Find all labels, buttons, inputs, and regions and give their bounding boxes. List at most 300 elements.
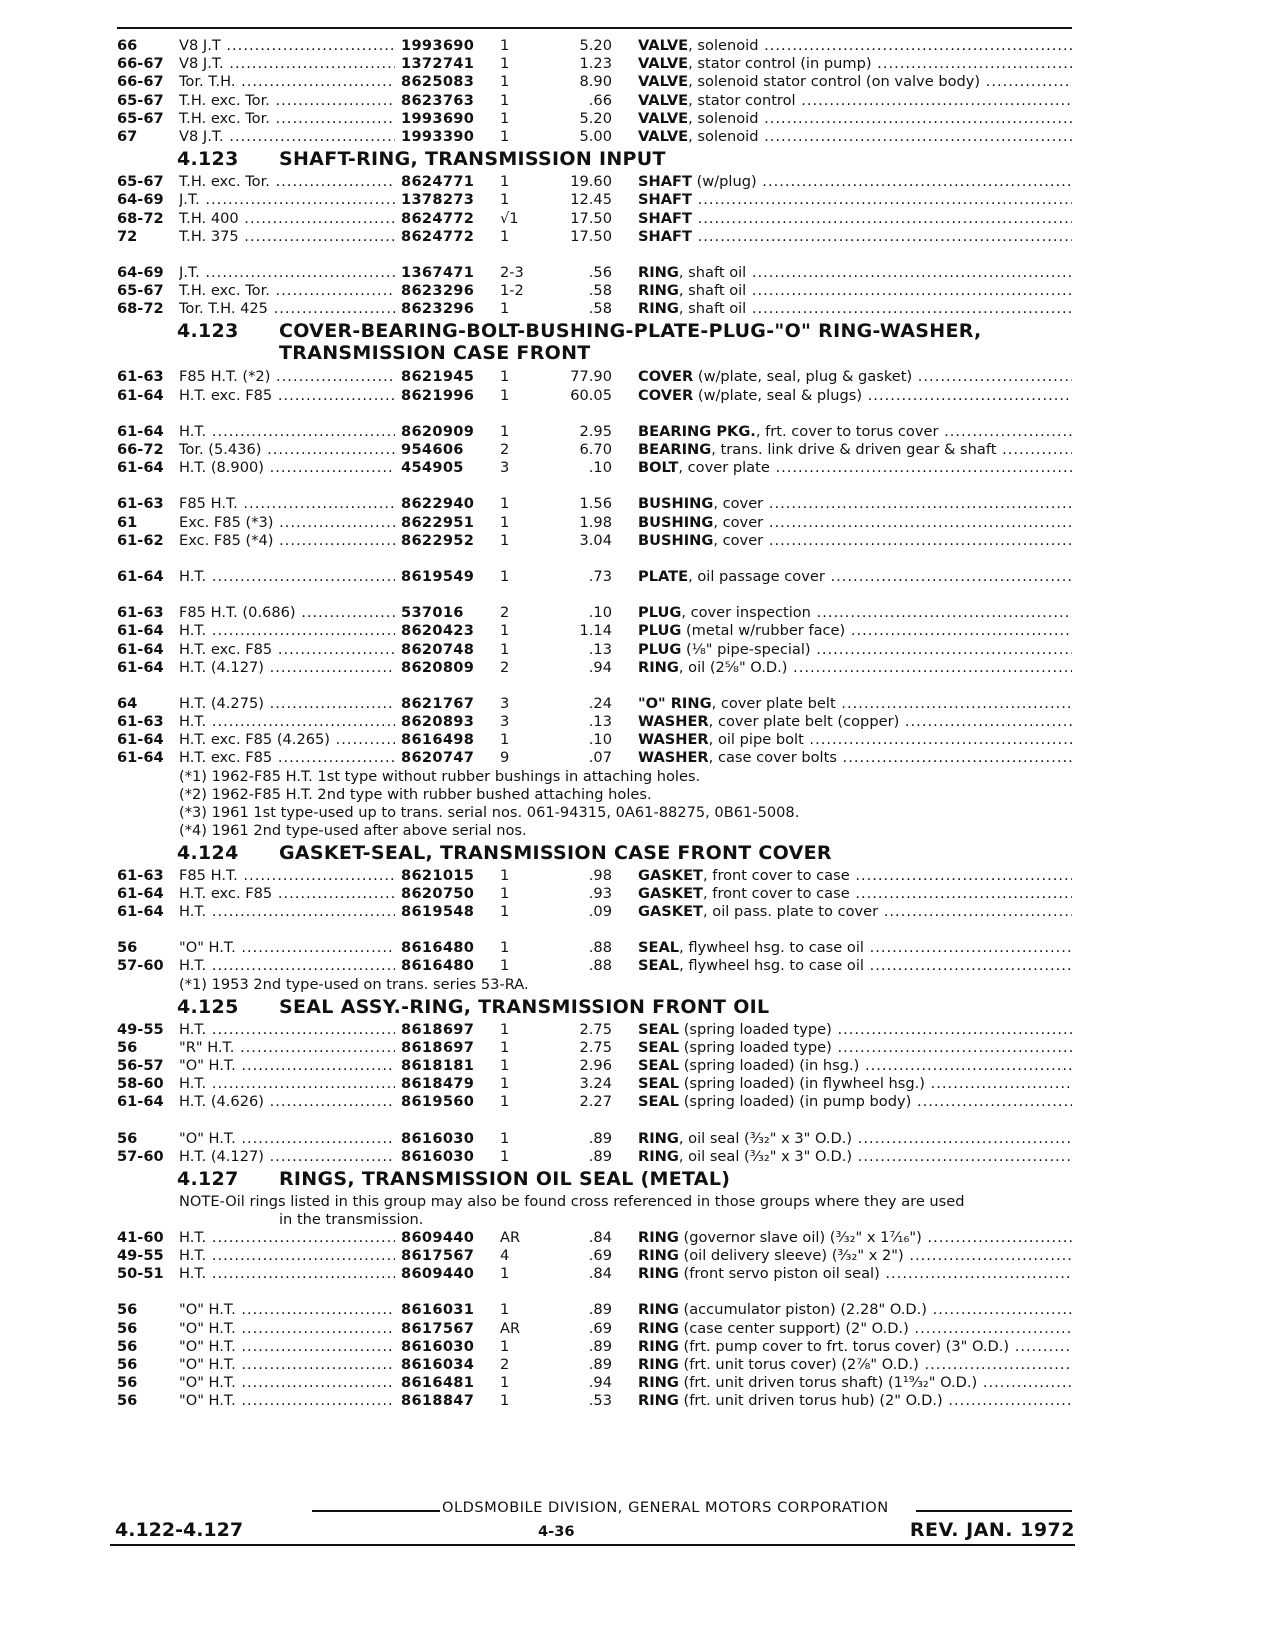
part-row — [117, 514, 1072, 532]
part-description — [638, 1374, 1072, 1392]
model-years: 61-64 — [117, 459, 164, 477]
model-years: 64 — [117, 694, 138, 712]
footnote: (*3) 1961 1st type-used up to trans. serial nos. 061-94315, 0A61-88275, 0B61-5008. — [179, 803, 800, 821]
quantity: 1 — [500, 127, 510, 145]
model-application: H.T. (4.275) ..... — [179, 695, 395, 713]
list-price: .84 — [588, 1265, 612, 1283]
group-note — [117, 1193, 1072, 1229]
quantity: 1 — [500, 622, 510, 640]
part-description — [638, 1338, 1072, 1356]
part-detail: , stator control — [688, 91, 796, 109]
quantity: √1 — [500, 209, 519, 227]
model-years: 61-64 — [117, 1093, 164, 1111]
model-years: 61-63 — [117, 866, 164, 884]
part-number: 1993390 — [401, 127, 475, 145]
part-detail: (spring loaded) (in hsg.) — [679, 1056, 860, 1074]
part-description — [638, 55, 1072, 73]
quantity: 1 — [500, 640, 510, 658]
list-price: .24 — [588, 694, 612, 712]
part-name: RING — [638, 300, 679, 318]
part-number: 8623296 — [401, 282, 475, 300]
part-row — [117, 92, 1072, 110]
part-detail: , oil (2⅝" O.D.) — [678, 658, 788, 676]
part-number: 8619549 — [401, 567, 475, 585]
model-years: 68-72 — [117, 209, 164, 227]
part-name: GASKET — [638, 903, 704, 920]
model-application: T.H. 400 ..... — [179, 210, 395, 228]
list-price: 2.96 — [579, 1056, 612, 1074]
part-name: RING — [638, 1356, 679, 1373]
model-application: T.H. exc. Tor. ..... — [179, 173, 395, 191]
part-detail: (oil delivery sleeve) (³⁄₃₂" x 2") — [678, 1247, 904, 1265]
list-price: .69 — [588, 1247, 612, 1265]
model-application: "R" H.T. ..... — [179, 1039, 395, 1057]
part-detail: , shaft oil — [678, 263, 747, 281]
model-application: T.H. 375 ..... — [179, 228, 395, 246]
quantity: 1 — [500, 1147, 510, 1165]
part-name: SEAL — [638, 1093, 680, 1111]
part-detail: , cover plate belt — [711, 694, 836, 712]
part-row — [117, 749, 1072, 767]
part-description — [638, 128, 1072, 146]
section-title — [279, 320, 982, 364]
part-number: 8618697 — [401, 1038, 475, 1056]
part-detail: (front servo piston oil seal) — [678, 1265, 880, 1283]
section-title-line: GASKET-SEAL, TRANSMISSION CASE FRONT COVER — [279, 841, 832, 864]
model-years: 61-64 — [117, 567, 164, 585]
model-application: F85 H.T. ..... — [179, 495, 395, 513]
list-price: .89 — [588, 1129, 612, 1147]
model-application: "O" H.T. ..... — [179, 1338, 395, 1356]
part-number: 8625083 — [401, 73, 475, 91]
part-row — [117, 622, 1072, 640]
part-detail: , case cover bolts — [708, 749, 837, 767]
part-name: SEAL — [638, 1038, 680, 1056]
quantity: 3 — [500, 713, 510, 731]
quantity: 1 — [500, 368, 510, 386]
model-application: H.T. (4.127) ..... — [179, 1148, 395, 1166]
part-row — [117, 228, 1072, 246]
part-description — [638, 568, 1072, 586]
group-note-line: NOTE-Oil rings listed in this group may also be found cross referenced in those groups where they are used — [179, 1192, 965, 1210]
part-number: 8621767 — [401, 694, 475, 712]
part-row — [117, 1093, 1072, 1111]
part-name: RING — [638, 1301, 679, 1319]
list-price: 6.70 — [579, 441, 612, 458]
section-heading — [117, 320, 1072, 368]
part-row — [117, 731, 1072, 749]
block-spacer — [117, 405, 1072, 423]
footer-rule-left — [312, 1510, 440, 1512]
model-application: J.T. ..... — [179, 191, 395, 209]
part-detail: (w/plate, seal & plugs) — [693, 386, 863, 404]
part-detail: , oil seal (³⁄₃₂" x 3" O.D.) — [678, 1147, 853, 1165]
section-number: 4.124 — [177, 841, 239, 864]
part-row — [117, 1039, 1072, 1057]
model-application: F85 H.T. (0.686) ..... — [179, 604, 395, 622]
model-application: H.T. exc. F85 ..... — [179, 885, 395, 903]
part-description — [638, 532, 1072, 550]
part-number: 8620747 — [401, 749, 475, 767]
part-row — [117, 1301, 1072, 1319]
model-application: H.T. ..... — [179, 1247, 395, 1265]
model-application: V8 J.T. ..... — [179, 128, 395, 146]
model-application: Exc. F85 (*3) ..... — [179, 514, 395, 532]
model-years: 61-63 — [117, 604, 164, 622]
part-number: 954606 — [401, 441, 464, 458]
model-application: T.H. exc. Tor. ..... — [179, 110, 395, 128]
part-detail: , solenoid — [688, 37, 759, 54]
part-name: "O" RING — [638, 694, 712, 712]
section-title-line: RINGS, TRANSMISSION OIL SEAL (METAL) — [279, 1167, 731, 1190]
model-application: H.T. exc. F85 (4.265) ..... — [179, 731, 395, 749]
list-price: .07 — [588, 749, 612, 767]
part-detail: , oil seal (³⁄₃₂" x 3" O.D.) — [678, 1129, 853, 1147]
list-price: 3.04 — [579, 531, 612, 549]
part-number: 1378273 — [401, 191, 475, 209]
list-price: .09 — [588, 903, 612, 920]
footnote: (*2) 1962-F85 H.T. 2nd type with rubber bushed attaching holes. — [179, 785, 652, 803]
part-row — [117, 885, 1072, 903]
part-row — [117, 459, 1072, 477]
model-years: 65-67 — [117, 91, 164, 109]
part-detail: , frt. cover to torus cover — [755, 422, 939, 440]
part-description — [638, 659, 1072, 677]
list-price: .89 — [588, 1356, 612, 1373]
part-detail: , oil passage cover — [688, 567, 825, 585]
model-years: 56 — [117, 1374, 138, 1392]
part-name: RING — [638, 1337, 679, 1355]
quantity: 2 — [500, 604, 510, 622]
page-footer — [110, 1519, 1075, 1547]
part-row — [117, 1338, 1072, 1356]
part-detail: , solenoid stator control (on valve body) — [688, 73, 981, 91]
list-price: .10 — [588, 604, 612, 622]
model-years: 57-60 — [117, 957, 164, 975]
list-price: .13 — [588, 713, 612, 731]
list-price: .89 — [588, 1337, 612, 1355]
part-row — [117, 957, 1072, 975]
part-row — [117, 191, 1072, 209]
part-detail: (⅛" pipe-special) — [681, 640, 811, 658]
part-row — [117, 264, 1072, 282]
part-number: 8622951 — [401, 513, 475, 531]
list-price: .94 — [588, 658, 612, 676]
part-description — [638, 228, 1072, 246]
part-number: 8622940 — [401, 495, 475, 513]
part-number: 8620423 — [401, 622, 475, 640]
quantity: 1 — [500, 1374, 510, 1392]
part-number: 8616480 — [401, 957, 475, 975]
list-price: .56 — [588, 263, 612, 281]
model-years: 41-60 — [117, 1228, 164, 1246]
part-name: SHAFT — [638, 227, 692, 245]
part-row — [117, 1247, 1072, 1265]
part-name: VALVE — [638, 73, 689, 91]
part-description — [638, 1301, 1072, 1319]
parts-list — [117, 37, 1072, 1411]
part-description — [638, 957, 1072, 975]
quantity: 1 — [500, 939, 510, 957]
part-row — [117, 210, 1072, 228]
list-price: .58 — [588, 300, 612, 318]
model-application: H.T. ..... — [179, 568, 395, 586]
section-title — [279, 148, 666, 170]
part-row — [117, 495, 1072, 513]
part-detail: (frt. unit torus cover) (2⅞" O.D.) — [678, 1356, 919, 1373]
model-application: H.T. (4.127) ..... — [179, 659, 395, 677]
part-name: GASKET — [638, 884, 704, 902]
model-application: "O" H.T. ..... — [179, 939, 395, 957]
part-number: 8620750 — [401, 884, 475, 902]
part-name: RING — [638, 658, 679, 676]
part-description — [638, 210, 1072, 228]
part-description — [638, 867, 1072, 885]
quantity: 1 — [500, 109, 510, 127]
part-description — [638, 387, 1072, 405]
block-spacer — [117, 677, 1072, 695]
part-name: PLUG — [638, 640, 682, 658]
list-price: .98 — [588, 866, 612, 884]
part-name: SHAFT — [638, 191, 692, 209]
quantity: 2 — [500, 658, 510, 676]
quantity: 9 — [500, 749, 510, 767]
part-detail: (metal w/rubber face) — [681, 622, 846, 640]
model-years: 65-67 — [117, 109, 164, 127]
part-row — [117, 73, 1072, 91]
quantity: 1 — [500, 91, 510, 109]
model-application: "O" H.T. ..... — [179, 1374, 395, 1392]
list-price: 17.50 — [570, 209, 612, 227]
quantity: 1 — [500, 37, 510, 54]
quantity: 1 — [500, 1265, 510, 1283]
model-application: H.T. ..... — [179, 1265, 395, 1283]
list-price: 8.90 — [579, 73, 612, 91]
footer-division-line — [112, 1499, 1072, 1519]
part-detail: (spring loaded type) — [679, 1038, 832, 1056]
part-number: 8623763 — [401, 91, 475, 109]
list-price: .73 — [588, 567, 612, 585]
part-name: COVER — [638, 386, 694, 404]
part-description — [638, 939, 1072, 957]
part-description — [638, 423, 1072, 441]
part-row — [117, 423, 1072, 441]
model-application: "O" H.T. ..... — [179, 1130, 395, 1148]
part-number: 8618479 — [401, 1075, 475, 1093]
section-number: 4.127 — [177, 1167, 239, 1190]
part-name: BEARING — [638, 441, 712, 458]
quantity: 1 — [500, 884, 510, 902]
list-price: 19.60 — [570, 173, 612, 191]
part-name: PLUG — [638, 622, 682, 640]
part-row — [117, 1374, 1072, 1392]
quantity: 1 — [500, 422, 510, 440]
block-spacer — [117, 550, 1072, 568]
bottom-rule — [110, 1544, 1075, 1546]
quantity: 1 — [500, 1038, 510, 1056]
part-description — [638, 641, 1072, 659]
model-years: 56 — [117, 939, 138, 957]
quantity: 1 — [500, 1301, 510, 1319]
quantity: 1 — [500, 731, 510, 749]
part-detail: (spring loaded type) — [679, 1020, 832, 1038]
model-years: 67 — [117, 127, 138, 145]
part-row — [117, 1392, 1072, 1410]
part-number: 8624772 — [401, 227, 475, 245]
part-description — [638, 495, 1072, 513]
part-description — [638, 749, 1072, 767]
part-description — [638, 173, 1072, 191]
part-number: 8619548 — [401, 903, 475, 920]
part-detail: , stator control (in pump) — [688, 55, 872, 73]
part-name: BUSHING — [638, 495, 714, 513]
part-description — [638, 903, 1072, 921]
part-number: 537016 — [401, 604, 464, 622]
quantity: 2 — [500, 1356, 510, 1373]
part-detail: (frt. pump cover to frt. torus cover) (3" O.D.) — [678, 1337, 1010, 1355]
part-detail: , flywheel hsg. to case oil — [679, 957, 864, 975]
model-years: 61-64 — [117, 731, 164, 749]
part-number: 8616030 — [401, 1129, 475, 1147]
model-years: 61-63 — [117, 368, 164, 386]
section-number: 4.125 — [177, 995, 239, 1018]
part-number: 454905 — [401, 459, 464, 477]
part-name: RING — [638, 1374, 679, 1392]
part-detail: , cover — [713, 495, 764, 513]
part-name: RING — [638, 1129, 679, 1147]
quantity: 1 — [500, 1337, 510, 1355]
part-name: GASKET — [638, 866, 704, 884]
list-price: .94 — [588, 1374, 612, 1392]
block-spacer — [117, 586, 1072, 604]
model-application: H.T. exc. F85 ..... — [179, 749, 395, 767]
model-years: 61-64 — [117, 386, 164, 404]
list-price: .58 — [588, 282, 612, 300]
quantity: AR — [500, 1228, 521, 1246]
quantity: 1 — [500, 386, 510, 404]
section-title — [279, 996, 769, 1018]
part-name: VALVE — [638, 55, 689, 73]
part-row — [117, 1265, 1072, 1283]
part-detail: , shaft oil — [678, 282, 747, 300]
part-row — [117, 387, 1072, 405]
part-detail: , front cover to case — [703, 884, 850, 902]
model-years: 66-72 — [117, 441, 164, 458]
part-description — [638, 1130, 1072, 1148]
model-application: "O" H.T. ..... — [179, 1356, 395, 1374]
part-description — [638, 1021, 1072, 1039]
quantity: 1 — [500, 1020, 510, 1038]
part-row — [117, 1320, 1072, 1338]
part-name: RING — [638, 282, 679, 300]
part-detail: , oil pass. plate to cover — [703, 903, 879, 920]
part-row — [117, 300, 1072, 318]
model-application: F85 H.T. ..... — [179, 867, 395, 885]
block-spacer — [117, 477, 1072, 495]
list-price: 1.14 — [579, 622, 612, 640]
model-application: H.T. ..... — [179, 713, 395, 731]
quantity: 3 — [500, 459, 510, 477]
part-number: 8616480 — [401, 939, 475, 957]
part-number: 8609440 — [401, 1265, 475, 1283]
part-description — [638, 73, 1072, 91]
model-years: 65-67 — [117, 173, 164, 191]
model-years: 61-64 — [117, 658, 164, 676]
part-name: RING — [638, 1392, 679, 1410]
part-name: WASHER — [638, 749, 709, 767]
part-number: 8616481 — [401, 1374, 475, 1392]
model-years: 50-51 — [117, 1265, 164, 1283]
model-application: Tor. T.H. 425 ..... — [179, 300, 395, 318]
quantity: 1 — [500, 567, 510, 585]
part-row — [117, 695, 1072, 713]
part-number: 8620909 — [401, 422, 475, 440]
part-row — [117, 1356, 1072, 1374]
model-years: 57-60 — [117, 1147, 164, 1165]
block-spacer — [117, 1283, 1072, 1301]
part-detail: , solenoid — [688, 109, 759, 127]
list-price: 1.56 — [579, 495, 612, 513]
part-detail: (frt. unit driven torus hub) (2" O.D.) — [678, 1392, 943, 1410]
part-name: PLATE — [638, 567, 689, 585]
model-years: 64-69 — [117, 191, 164, 209]
part-number: 8621945 — [401, 368, 475, 386]
quantity: 1 — [500, 1056, 510, 1074]
part-detail: , cover — [713, 513, 764, 531]
part-description — [638, 885, 1072, 903]
part-row — [117, 604, 1072, 622]
part-description — [638, 1320, 1072, 1338]
part-description — [638, 713, 1072, 731]
quantity: 3 — [500, 694, 510, 712]
model-application: H.T. exc. F85 ..... — [179, 387, 395, 405]
model-application: H.T. ..... — [179, 1229, 395, 1247]
part-number: 1993690 — [401, 37, 475, 54]
list-price: 12.45 — [570, 191, 612, 209]
part-description — [638, 282, 1072, 300]
part-detail: , oil pipe bolt — [708, 731, 804, 749]
model-years: 49-55 — [117, 1020, 164, 1038]
part-description — [638, 622, 1072, 640]
model-years: 56 — [117, 1129, 138, 1147]
part-detail: , cover plate — [678, 459, 770, 477]
list-price: .69 — [588, 1319, 612, 1337]
part-name: WASHER — [638, 731, 709, 749]
part-description — [638, 1057, 1072, 1075]
part-name: VALVE — [638, 127, 689, 145]
list-price: 5.20 — [579, 109, 612, 127]
list-price: .88 — [588, 957, 612, 975]
part-row — [117, 1075, 1072, 1093]
part-number: 8620893 — [401, 713, 475, 731]
part-detail: , cover — [713, 531, 764, 549]
section-title-line: COVER-BEARING-BOLT-BUSHING-PLATE-PLUG-"O" RING-WASHER, — [279, 320, 982, 343]
model-application: J.T. ..... — [179, 264, 395, 282]
part-number: 8619560 — [401, 1093, 475, 1111]
model-application: "O" H.T. ..... — [179, 1392, 395, 1410]
block-spacer — [117, 1112, 1072, 1130]
part-name: WASHER — [638, 713, 709, 731]
model-years: 56 — [117, 1038, 138, 1056]
section-number: 4.123 — [177, 320, 239, 343]
model-years: 56 — [117, 1319, 138, 1337]
footnote: (*4) 1961 2nd type-used after above serial nos. — [179, 821, 527, 839]
part-number: 8620809 — [401, 658, 475, 676]
part-number: 1993690 — [401, 109, 475, 127]
model-years: 58-60 — [117, 1075, 164, 1093]
quantity: 1 — [500, 1129, 510, 1147]
model-years: 61-64 — [117, 749, 164, 767]
